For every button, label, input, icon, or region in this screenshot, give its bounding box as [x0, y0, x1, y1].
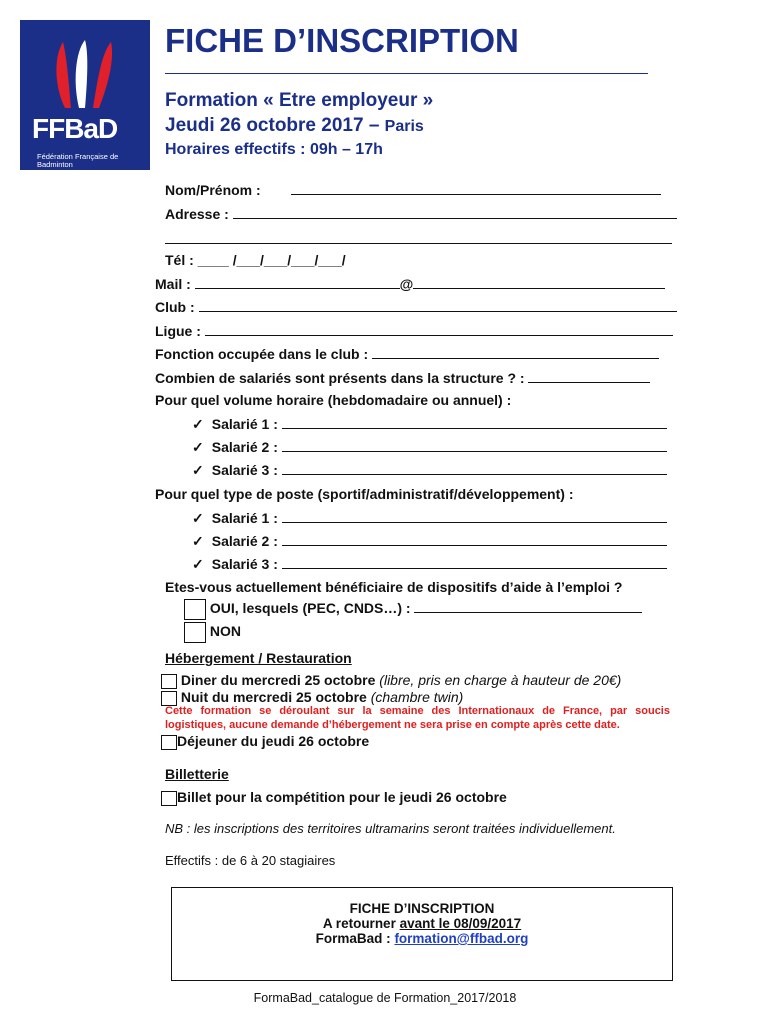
aide-non-row — [184, 622, 241, 643]
shuttlecock-feathers-icon — [45, 38, 125, 110]
ffbad-logo — [20, 20, 150, 170]
combien-label: Combien de salariés sont présents dans la structure ? : — [155, 370, 525, 386]
nom-row — [165, 181, 661, 198]
logo-brand-text: FFBaD — [32, 113, 118, 144]
dejeuner-row — [161, 733, 369, 750]
poste-salarie-1-field[interactable] — [282, 509, 667, 523]
ligue-label: Ligue : — [155, 323, 201, 339]
type-poste-label: Pour quel type de poste (sportif/administratif/développement) : — [155, 486, 574, 502]
formation-name: Formation « Etre employeur » — [165, 90, 434, 111]
combien-row — [155, 369, 650, 386]
volume-salarie-1-field[interactable] — [282, 415, 667, 429]
aide-oui-row — [184, 599, 642, 620]
aide-question: Etes-vous actuellement bénéficiaire de dispositifs d’aide à l’emploi ? — [165, 579, 623, 595]
return-box-title: FICHE D’INSCRIPTION — [349, 901, 495, 916]
checkmark-icon: ✓ — [192, 462, 204, 478]
club-label: Club : — [155, 299, 195, 315]
adresse-field-line2[interactable] — [165, 230, 672, 244]
billetterie-heading: Billetterie — [165, 766, 229, 782]
aide-oui-label: OUI, lesquels (PEC, CNDS…) : — [209, 600, 411, 617]
tel-row — [165, 252, 346, 268]
mail-at: @ — [399, 276, 414, 292]
adresse-label: Adresse : — [165, 206, 229, 222]
formation-date-line — [165, 115, 424, 137]
checkmark-icon: ✓ — [192, 439, 204, 455]
fonction-label: Fonction occupée dans le club : — [155, 346, 369, 362]
combien-field[interactable] — [528, 369, 650, 383]
return-contact-prefix: FormaBad : — [315, 931, 391, 946]
billet-checkbox[interactable] — [161, 791, 177, 806]
nuit-note: (chambre twin) — [370, 689, 464, 705]
volume-salarie-3 — [192, 461, 667, 479]
poste-salarie-3-field[interactable] — [282, 555, 667, 569]
salarie-label: Salarié 1 : — [211, 510, 278, 526]
dejeuner-checkbox[interactable] — [161, 735, 177, 750]
tel-field[interactable]: ____ /___/___/___/___/ — [197, 252, 346, 268]
checkmark-icon: ✓ — [192, 510, 204, 526]
tel-label: Tél : — [165, 252, 194, 268]
billet-label: Billet pour la compétition pour le jeudi 26 octobre — [177, 789, 507, 805]
volume-salarie-2 — [192, 438, 667, 456]
checkmark-icon: ✓ — [192, 416, 204, 432]
diner-checkbox[interactable] — [161, 674, 177, 689]
poste-salarie-2-field[interactable] — [282, 532, 667, 546]
diner-note: (libre, pris en charge à hauteur de 20€) — [379, 672, 622, 688]
nom-field[interactable] — [291, 181, 661, 195]
salarie-label: Salarié 2 : — [211, 439, 278, 455]
diner-label: Diner du mercredi 25 octobre — [180, 672, 376, 688]
hebergement-warning-line1: Cette formation se déroulant sur la semaine des Internationaux de France, par soucis — [165, 705, 670, 717]
nuit-checkbox[interactable] — [161, 691, 177, 706]
diner-row — [161, 672, 621, 689]
nuit-row — [161, 689, 463, 706]
formation-city: Paris — [384, 118, 424, 135]
checkmark-icon: ✓ — [192, 533, 204, 549]
ligue-field[interactable] — [205, 322, 673, 336]
mail-row — [155, 275, 665, 292]
volume-salarie-2-field[interactable] — [282, 438, 667, 452]
poste-salarie-3 — [192, 555, 667, 573]
volume-salarie-3-field[interactable] — [282, 461, 667, 475]
hebergement-heading: Hébergement / Restauration — [165, 650, 352, 666]
poste-salarie-1 — [192, 509, 667, 527]
nuit-label: Nuit du mercredi 25 octobre — [180, 689, 367, 705]
page-footer: FormaBad_catalogue de Formation_2017/2018 — [253, 991, 517, 1005]
salarie-label: Salarié 2 : — [211, 533, 278, 549]
return-info-box — [171, 887, 673, 981]
return-deadline-date: avant le 08/09/2017 — [399, 916, 522, 931]
formation-date: Jeudi 26 octobre 2017 – — [165, 115, 380, 136]
contact-email-link[interactable]: formation@ffbad.org — [394, 931, 529, 946]
club-row — [155, 298, 677, 315]
volume-label: Pour quel volume horaire (hebdomadaire ou annuel) : — [155, 392, 512, 408]
mail-field-user[interactable] — [195, 275, 400, 289]
title-rule — [165, 73, 648, 74]
mail-field-domain[interactable] — [413, 275, 665, 289]
return-contact-line — [172, 931, 672, 946]
billet-row — [161, 789, 507, 806]
mail-label: Mail : — [155, 276, 191, 292]
aide-non-checkbox[interactable] — [184, 622, 206, 643]
formation-hours: Horaires effectifs : 09h – 17h — [165, 141, 383, 158]
club-field[interactable] — [199, 298, 677, 312]
aide-non-label: NON — [209, 623, 242, 640]
aide-oui-field[interactable] — [414, 599, 642, 613]
logo-subtitle: Fédération Française de Badminton — [37, 152, 119, 169]
adresse-field[interactable] — [233, 205, 677, 219]
return-deadline-line — [172, 916, 672, 931]
page-title: FICHE D’INSCRIPTION — [165, 22, 519, 59]
salarie-label: Salarié 3 : — [211, 462, 278, 478]
adresse-row — [165, 205, 677, 222]
fonction-row — [155, 345, 659, 362]
aide-oui-checkbox[interactable] — [184, 599, 206, 620]
checkmark-icon: ✓ — [192, 556, 204, 572]
salarie-label: Salarié 3 : — [211, 556, 278, 572]
nb-note: NB : les inscriptions des territoires ultramarins seront traitées individuellement. — [165, 821, 616, 836]
fonction-field[interactable] — [372, 345, 659, 359]
nom-label: Nom/Prénom : — [165, 182, 261, 198]
ligue-row — [155, 322, 673, 339]
hebergement-warning-line2: logistiques, aucune demande d’hébergement ne sera prise en compte après cette date. — [165, 719, 620, 731]
dejeuner-label: Déjeuner du jeudi 26 octobre — [177, 733, 370, 749]
effectifs-note: Effectifs : de 6 à 20 stagiaires — [165, 853, 336, 868]
return-deadline-prefix: A retourner — [322, 916, 396, 931]
salarie-label: Salarié 1 : — [211, 416, 278, 432]
volume-salarie-1 — [192, 415, 667, 433]
poste-salarie-2 — [192, 532, 667, 550]
